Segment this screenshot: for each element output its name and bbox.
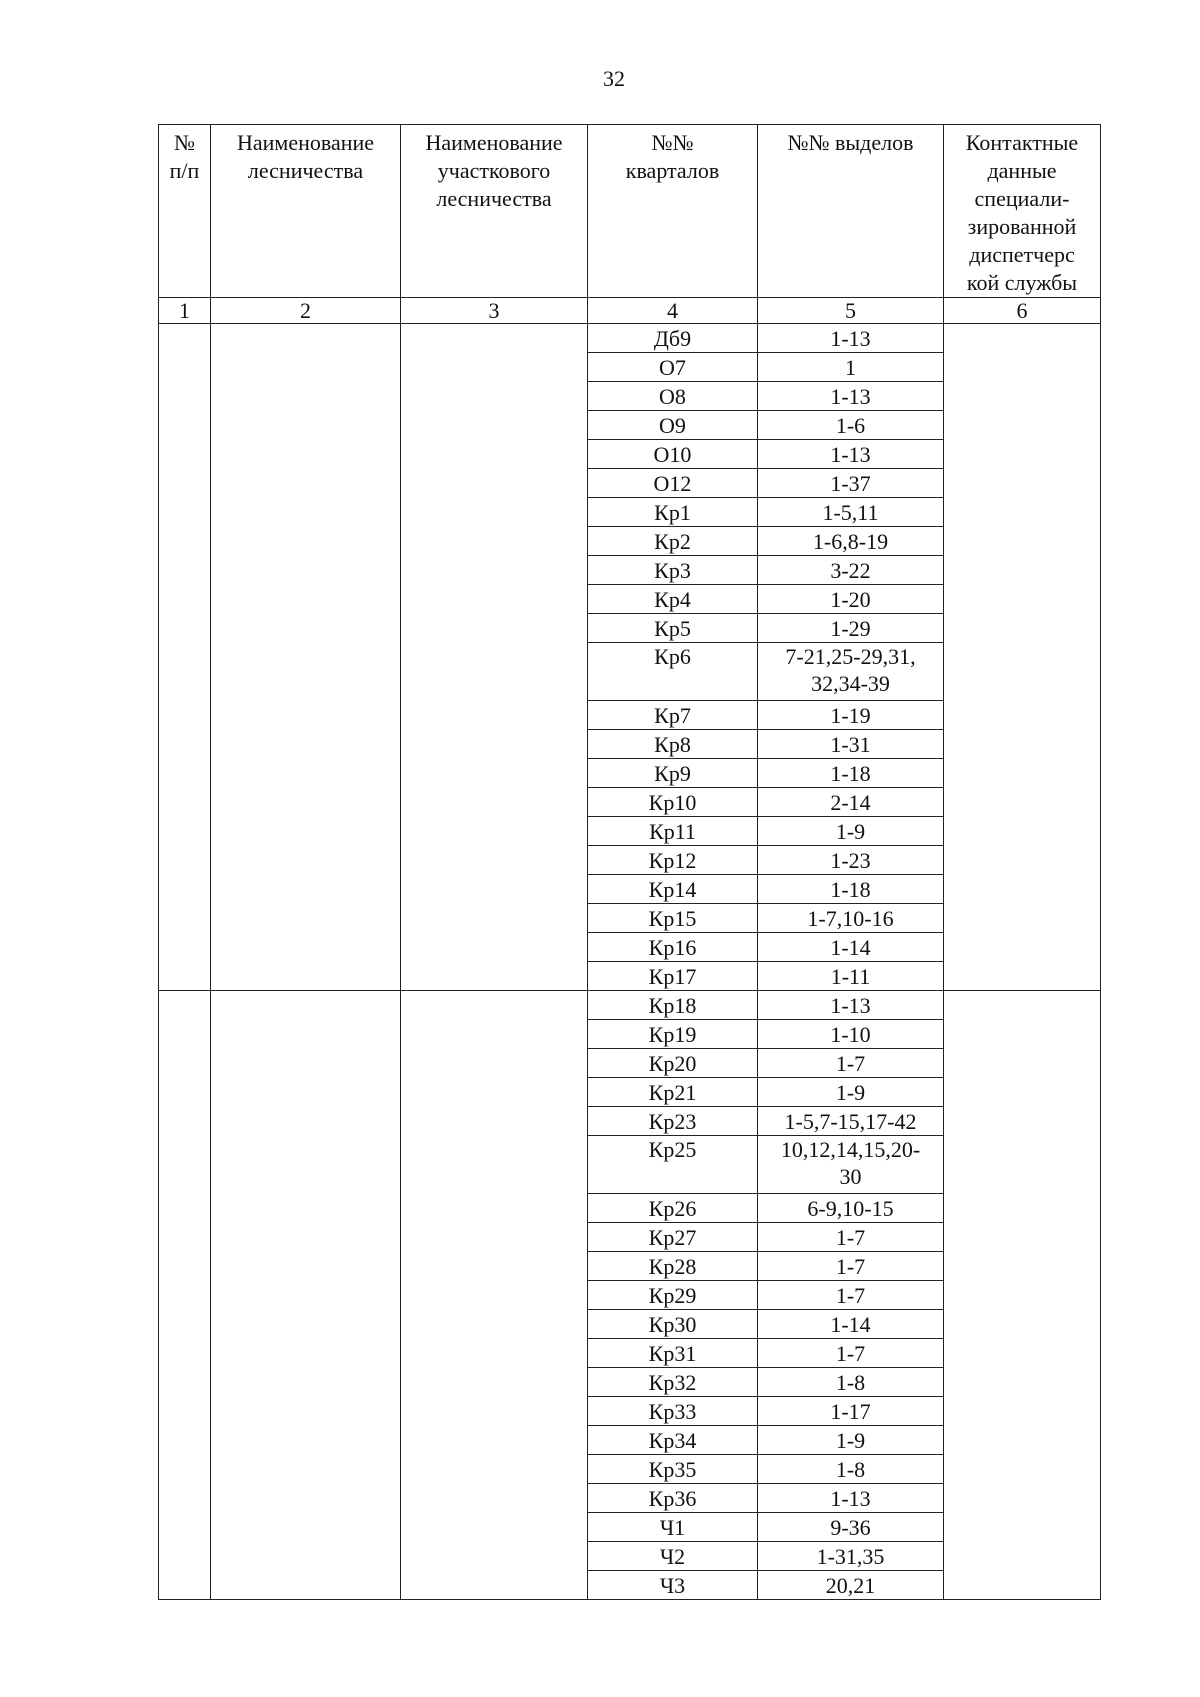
- quarter-cell: Кр3: [588, 556, 758, 585]
- forestry-table: [158, 124, 1101, 1600]
- column-number-row: [159, 298, 1101, 324]
- quarter-cell: О9: [588, 411, 758, 440]
- quarter-cell: Кр7: [588, 701, 758, 730]
- allotments-cell: 1-23: [758, 846, 944, 875]
- quarter-cell: О10: [588, 440, 758, 469]
- header-district-forestry-name: Наименование участкового лесничества: [401, 125, 588, 298]
- quarter-cell: Кр29: [588, 1281, 758, 1310]
- table-group-2: [159, 991, 1101, 1600]
- column-number: 5: [758, 298, 944, 324]
- allotments-cell: 7-21,25-29,31, 32,34-39: [758, 643, 944, 701]
- header-allotments: №№ выделов: [758, 125, 944, 298]
- allotments-cell: 1-5,7-15,17-42: [758, 1107, 944, 1136]
- allotments-cell: 6-9,10-15: [758, 1194, 944, 1223]
- quarter-cell: Кр4: [588, 585, 758, 614]
- column-number: 6: [944, 298, 1101, 324]
- quarter-cell: Кр31: [588, 1339, 758, 1368]
- quarter-cell: Кр14: [588, 875, 758, 904]
- allotments-cell: 1-14: [758, 933, 944, 962]
- allotments-cell: 1-7: [758, 1339, 944, 1368]
- allotments-cell: 1-18: [758, 875, 944, 904]
- district-forestry-cell: [401, 324, 588, 991]
- quarter-cell: Кр23: [588, 1107, 758, 1136]
- quarter-cell: Дб9: [588, 324, 758, 353]
- allotments-cell: 1-8: [758, 1455, 944, 1484]
- district-forestry-cell: [401, 991, 588, 1600]
- quarter-cell: Кр5: [588, 614, 758, 643]
- number-cell: [159, 324, 211, 991]
- allotments-cell: 1-6: [758, 411, 944, 440]
- dispatch-contacts-cell: [944, 324, 1101, 991]
- quarter-cell: О7: [588, 353, 758, 382]
- allotments-cell: 1-5,11: [758, 498, 944, 527]
- column-number: 4: [588, 298, 758, 324]
- column-number: 1: [159, 298, 211, 324]
- quarter-cell: Кр17: [588, 962, 758, 991]
- allotments-cell: 1-31: [758, 730, 944, 759]
- quarter-cell: Ч2: [588, 1542, 758, 1571]
- allotments-cell: 9-36: [758, 1513, 944, 1542]
- quarter-cell: О8: [588, 382, 758, 411]
- quarter-cell: Кр21: [588, 1078, 758, 1107]
- quarter-cell: Кр27: [588, 1223, 758, 1252]
- quarter-cell: Кр36: [588, 1484, 758, 1513]
- allotments-cell: 1-17: [758, 1397, 944, 1426]
- quarter-cell: Кр32: [588, 1368, 758, 1397]
- forestry-name-cell: [211, 324, 401, 991]
- quarter-cell: Кр2: [588, 527, 758, 556]
- quarter-cell: Кр34: [588, 1426, 758, 1455]
- quarter-cell: Кр6: [588, 643, 758, 701]
- quarter-cell: Кр19: [588, 1020, 758, 1049]
- quarter-cell: Кр30: [588, 1310, 758, 1339]
- quarter-cell: Ч1: [588, 1513, 758, 1542]
- header-forestry-name: Наименование лесничества: [211, 125, 401, 298]
- quarter-cell: О12: [588, 469, 758, 498]
- table-row: [159, 991, 1101, 1020]
- allotments-cell: 1-13: [758, 440, 944, 469]
- column-number: 2: [211, 298, 401, 324]
- number-cell: [159, 991, 211, 1600]
- allotments-cell: 1-20: [758, 585, 944, 614]
- column-number: 3: [401, 298, 588, 324]
- allotments-cell: 1-11: [758, 962, 944, 991]
- allotments-cell: 1-13: [758, 991, 944, 1020]
- allotments-cell: 1-13: [758, 324, 944, 353]
- quarter-cell: Кр11: [588, 817, 758, 846]
- allotments-cell: 1-7: [758, 1252, 944, 1281]
- allotments-cell: 1-7: [758, 1223, 944, 1252]
- allotments-cell: 1: [758, 353, 944, 382]
- allotments-cell: 1-7: [758, 1049, 944, 1078]
- forestry-name-cell: [211, 991, 401, 1600]
- page-number: 32: [603, 66, 625, 91]
- allotments-cell: 1-9: [758, 1426, 944, 1455]
- quarter-cell: Кр20: [588, 1049, 758, 1078]
- allotments-cell: 1-7: [758, 1281, 944, 1310]
- header-dispatch-contacts: Контактные данные специали- зированной диспетчерс кой службы: [944, 125, 1101, 298]
- quarter-cell: Кр35: [588, 1455, 758, 1484]
- table-group-1: [159, 324, 1101, 991]
- allotments-cell: 1-13: [758, 382, 944, 411]
- quarter-cell: Кр9: [588, 759, 758, 788]
- allotments-cell: 1-18: [758, 759, 944, 788]
- quarter-cell: Кр28: [588, 1252, 758, 1281]
- allotments-cell: 1-7,10-16: [758, 904, 944, 933]
- quarter-cell: Ч3: [588, 1571, 758, 1600]
- allotments-cell: 1-29: [758, 614, 944, 643]
- quarter-cell: Кр10: [588, 788, 758, 817]
- allotments-cell: 1-19: [758, 701, 944, 730]
- allotments-cell: 3-22: [758, 556, 944, 585]
- table-row: [159, 324, 1101, 353]
- quarter-cell: Кр1: [588, 498, 758, 527]
- quarter-cell: Кр33: [588, 1397, 758, 1426]
- quarter-cell: Кр8: [588, 730, 758, 759]
- quarter-cell: Кр26: [588, 1194, 758, 1223]
- allotments-cell: 1-8: [758, 1368, 944, 1397]
- quarter-cell: Кр16: [588, 933, 758, 962]
- header-number: № п/п: [159, 125, 211, 298]
- allotments-cell: 20,21: [758, 1571, 944, 1600]
- allotments-cell: 2-14: [758, 788, 944, 817]
- allotments-cell: 1-10: [758, 1020, 944, 1049]
- quarter-cell: Кр25: [588, 1136, 758, 1194]
- allotments-cell: 1-14: [758, 1310, 944, 1339]
- allotments-cell: 1-37: [758, 469, 944, 498]
- quarter-cell: Кр15: [588, 904, 758, 933]
- dispatch-contacts-cell: [944, 991, 1101, 1600]
- table-header: [159, 125, 1101, 324]
- allotments-cell: 1-31,35: [758, 1542, 944, 1571]
- allotments-cell: 1-13: [758, 1484, 944, 1513]
- allotments-cell: 1-9: [758, 1078, 944, 1107]
- quarter-cell: Кр18: [588, 991, 758, 1020]
- allotments-cell: 10,12,14,15,20- 30: [758, 1136, 944, 1194]
- allotments-cell: 1-6,8-19: [758, 527, 944, 556]
- allotments-cell: 1-9: [758, 817, 944, 846]
- quarter-cell: Кр12: [588, 846, 758, 875]
- header-quarters: №№ кварталов: [588, 125, 758, 298]
